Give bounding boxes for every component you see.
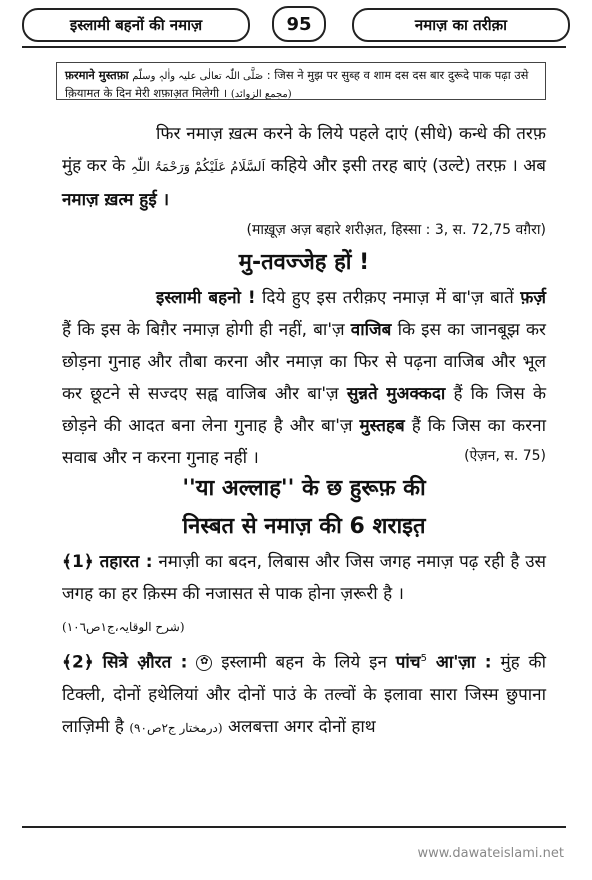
para-salam [62,118,546,216]
sunnat-bold: सुन्नते मुअक्कदा [346,384,446,404]
mustahab-bold: मुस्तहब [359,416,405,436]
header-chapter-title [352,8,570,42]
condition-satr-t2: मुंह की टिक्ली, दोनों हथेलियां और दोनों पाउं के तल्वों के इलावा सारा जिस्म छुपाना लाज़िमी है [62,652,546,737]
para-rules-t5: हैं कि जिस का करना सवाब और न करना गुनाह नहीं । [62,416,546,468]
condition-taharat-ref-line [62,610,546,643]
condition-number-1: ﴾1﴿ [62,552,94,572]
condition-title-taharat: तहारत : [99,552,153,572]
heading-mutawajjeh: मु-तवज्जेह हों ! [238,250,370,275]
footer-website: www.dawateislami.net [417,846,564,861]
condition-satr-t3: अलबत्ता अगर दोनों हाथ [227,716,376,737]
panch-sup: 5 [420,653,427,664]
reference-bahar: (माख़ूज़ अज़ बहारे शरीअ़त, हिस्सा : 3, स. 72,75 वग़ैरा) [246,222,546,238]
header-book-title [22,8,250,42]
page-number-text: 95 [286,13,312,35]
hadith-box [56,62,546,100]
flower-icon: ✿ [196,655,212,671]
condition-text-taharat: नमाज़ी का बदन, लिबास और जिस जगह नमाज़ पढ़ रही है उस जगह का हर क़िस्म की नजासत से पाक होना ज़रूरी है । [62,552,547,604]
reference-durr-mukhtar: (درمختار ج٢ص٩٠) [129,720,223,735]
wajib-bold: वाजिब [350,320,392,340]
hadith-honorific: صَلَّی اللّٰہ تعالٰی علیہ واٰلہٖ وسلّم [132,71,264,82]
header-chapter-title-text: नमाज़ का तरीक़ा [414,16,508,34]
aaza-bold: आ'ज़ा : [435,652,492,673]
hadith-source: (مجمع الزوائد) [230,89,292,100]
salam-arabic: اَلسَّلَامُ عَلَیْکُمْ وَرَحْمَۃُ اللّٰہِ [130,160,266,175]
para-salam-text-a: फिर नमाज़ ख़त्म करने के लिये पहले दाएं (सीधे) कन्धे की तरफ़ मुंह कर के [62,124,546,176]
farz-bold: फ़र्ज़ [520,288,547,308]
para-rules-t3: कि इस का जानबूझ कर छोड़ना गुनाह और तौबा करना और नमाज़ का फिर से पढ़ना वाजिब और भूल कर छूटने से सज्दए सह्व वाजिब और बा'ज़ [62,320,546,404]
para-rules-t1: दिये हुए इस तरीक़ए नमाज़ में बा'ज़ बातें [262,288,514,308]
condition-number-2: ﴾2﴿ [62,652,94,673]
page-body [62,118,546,744]
reference-aizan: (ऐज़न, स. 75) [464,448,546,464]
page-number [272,6,326,42]
namaz-khatm-bold: नमाज़ ख़त्म हुई । [62,190,170,210]
hadith-label: फ़रमाने मुस्तफ़ा [65,68,129,82]
condition-taharat [62,546,546,610]
reference-sharh-wiqaya: (شرح الوقایہ،ج١ص١٠٦) [62,620,185,634]
islami-bahno-bold: इस्लामी बहनो ! [156,288,256,308]
header-book-title-text: इस्लामी बहनों की नमाज़ [69,16,203,34]
condition-satr [62,643,546,744]
hadith-text: : जिस ने मुझ पर सुब्ह व शाम दस दस बार दुरूदे पाक पढ़ा उसे क़ियामत के दिन मेरी शफ़ाअ़त मिलेगी । [65,68,529,100]
heading-ya-allah-line2: निस्बत से नमाज़ की 6 शराइत़ [182,514,426,539]
heading-ya-allah-line1: ''या अल्लाह'' के छ हुरूफ़ की [182,476,426,501]
condition-title-satr: सित्रे औ़रत : [102,652,188,673]
header-rule [22,46,566,48]
condition-satr-t1: इस्लामी बहन के लिये इन [221,652,387,673]
para-rules-t2: हैं कि इस के बिग़ैर नमाज़ होगी ही नहीं, बा'ज़ [62,320,345,340]
para-rules-t4: हैं कि जिस के छोड़ने की आदत बना लेना गुनाह है और बा'ज़ [62,384,547,436]
footer-rule [22,826,566,828]
para-salam-text-b: कहिये और इसी तरह बाएं (उल्टे) तरफ़ । अब [270,156,546,176]
panch-bold: पांच [395,652,421,673]
